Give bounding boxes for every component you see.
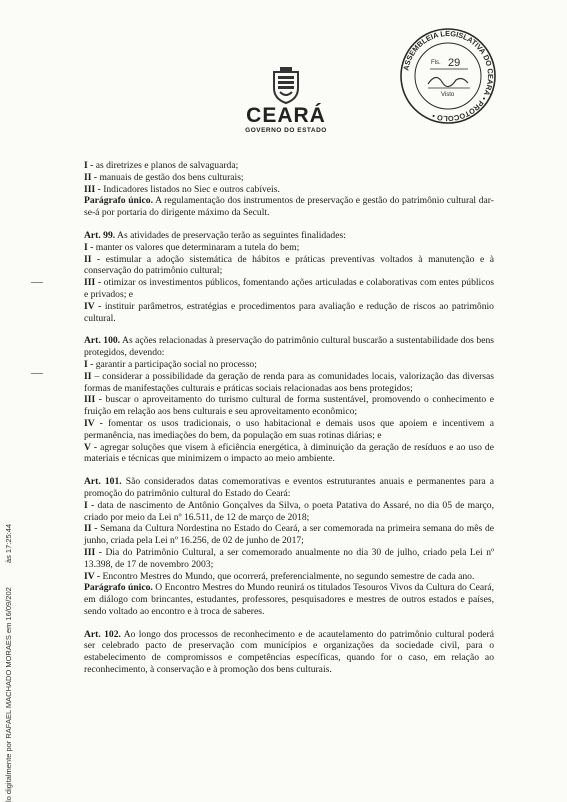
document-paragraph [84, 547, 494, 571]
paragraph-text: garantir a participação social no processo; [93, 358, 257, 370]
paragraph-text: Semana da Cultura Nordestina no Estado do Ceará, a ser comemorada na primeira semana do mês de junho, criada pela Lei nº 16.256, de 02 de junho de 2017; [84, 523, 494, 547]
paragraph-label: II [84, 370, 92, 382]
paragraph-label: I - [84, 358, 94, 370]
brand-subtitle: GOVERNO DO ESTADO [245, 127, 327, 134]
paragraph-text: data de nascimento de Antônio Gonçalves da Silva, o poeta Patativa do Assaré, no dia 05 de março, criado por meio da Lei nº 16.511, de 12 de março de 2018; [84, 499, 495, 523]
document-paragraph [84, 254, 494, 278]
paragraph-text: manuais de gestão dos bens culturais; [97, 171, 244, 183]
paragraph-label: Parágrafo único. [84, 195, 153, 207]
paragraph-text: Encontro Mestres do Mundo, que ocorrerá, preferencialmente, no segundo semestre de cada ano. [100, 570, 475, 582]
document-paragraph [84, 160, 494, 172]
paragraph-label: II - [84, 523, 98, 535]
document-paragraph [84, 184, 494, 196]
document-paragraph [84, 172, 494, 184]
stamp-ring-text: ASSEMBLEIA LEGISLATIVA DO CEARÁ • PROTOCOLO • [401, 28, 496, 124]
paragraph-label: I - [84, 241, 94, 253]
paragraph-text: – considerar a possibilidade da geração de renda para as comunidades locais, valorização das diversas formas de manifestações culturais e práticas sociais relacionadas aos bens protegidos; [84, 370, 494, 394]
paragraph-label: Art. 102. [84, 628, 121, 640]
paragraph-label: IV - [84, 570, 101, 582]
signature-scribble [428, 77, 468, 86]
paragraph-label: III - [84, 394, 102, 406]
document-body [84, 160, 494, 676]
paragraph-label: I - [84, 160, 94, 171]
document-paragraph [84, 629, 494, 676]
paragraph-label: IV - [84, 300, 102, 312]
document-paragraph [84, 476, 494, 500]
document-paragraph [84, 582, 494, 617]
protocol-stamp [398, 26, 498, 126]
document-paragraph [84, 242, 494, 254]
paragraph-label: II - [84, 171, 98, 183]
document-paragraph [84, 394, 494, 418]
paragraph-text: as diretrizes e planos de salvaguarda; [93, 160, 239, 171]
signature-note-text: lo digitalmente por RAFAEL MACHADO MORAES em 16/09/202 [4, 587, 13, 802]
paragraph-label: III - [84, 183, 101, 195]
paragraph-label: Art. 99. [84, 229, 116, 241]
stamp-visto: Visto [441, 92, 455, 98]
document-paragraph [84, 195, 494, 219]
paragraph-label: Art. 100. [84, 335, 121, 347]
document-paragraph [84, 335, 494, 359]
paragraph-text: fomentar os usos tradicionais, o uso habitacional e demais usos que apoiem e incentivem a permanência, nas imediações do bem, da população em suas rotinas diárias; e [84, 417, 494, 441]
document-paragraph [84, 301, 494, 325]
paragraph-text: otimizar os investimentos públicos, fomentando ações articuladas e colaborativas com entes públicos e privados; e [84, 277, 495, 300]
margin-mark [31, 373, 43, 374]
paragraph-text: instituir parâmetros, estratégias e procedimentos para avaliação e redução de riscos ao patrimônio cultural. [84, 300, 494, 324]
paragraph-label: IV - [84, 417, 103, 429]
paragraph-text: manter os valores que determinaram a tutela do bem; [93, 241, 300, 253]
paragraph-text: buscar o aproveitamento do turismo cultural de forma sustentável, promovendo o conhecimento e fruição em relação aos bens culturais e seu aproveitamento econômico; [84, 394, 494, 418]
paragraph-text: A regulamentação dos instrumentos de preservação e gestão do patrimônio cultural dar-se-á por portaria do dirigente máximo da Secult. [84, 195, 494, 219]
document-paragraph [84, 523, 494, 547]
paragraph-label: I - [84, 499, 95, 511]
document-paragraph [84, 442, 494, 466]
paragraph-text: O Encontro Mestres do Mundo reunirá os titulados Tesouros Vivos da Cultura do Ceará, em diálogo com brincantes, estudantes, professores, pesquisadores e mestres de outros estados e países, sendo voltado ao encontro e à troca de saberes. [84, 582, 494, 617]
document-paragraph [84, 277, 494, 301]
paragraph-text: Ao longo dos processos de reconhecimento e de acautelamento do patrimônio cultural poderá ser celebrado pacto de preservação com municípios e organizações da sociedade civil, para o estabelecimento de compromissos e competências específicas, quando for o caso, em relação ao reconhecimento, à conservação e à promoção dos bens culturais. [84, 628, 495, 676]
paragraph-text: Dia do Patrimônio Cultural, a ser comemorado anualmente no dia 30 de julho, criado pela Lei nº 13.398, de 17 de novembro 2003; [84, 546, 495, 570]
paragraph-text: agregar soluções que visem à eficiência energética, à diminuição da geração de resíduos e ao uso de materiais e técnicas que minimizem o impacto ao meio ambiente. [84, 441, 494, 465]
margin-mark [31, 282, 43, 283]
document-paragraph [84, 418, 494, 442]
digital-signature-note [4, 372, 13, 802]
ceara-logo [238, 66, 334, 135]
state-crest-icon [271, 66, 301, 104]
paragraph-label: III - [84, 277, 102, 289]
stamp-folio-label: Fls. [431, 60, 441, 66]
paragraph-label: Art. 101. [84, 476, 122, 488]
paragraph-label: Parágrafo único. [84, 582, 153, 594]
signature-note-time: às 17:25:44 [4, 523, 13, 564]
document-paragraph [84, 571, 494, 583]
document-paragraph [84, 359, 494, 371]
paragraph-label: V - [84, 441, 98, 453]
paragraph-text: As atividades de preservação terão as seguintes finalidades: [115, 229, 346, 241]
paragraph-text: São considerados datas comemorativas e eventos estruturantes anuais e permanentes para a promoção do patrimônio cultural do Estado do Ceará: [84, 476, 494, 499]
document-paragraph [84, 500, 494, 524]
stamp-folio-number: 29 [448, 57, 461, 69]
document-paragraph [84, 230, 494, 242]
document-paragraph [84, 371, 494, 395]
paragraph-label: III - [84, 546, 102, 558]
paragraph-text: Indicadores listados no Siec e outros cabíveis. [100, 183, 280, 195]
paragraph-label: II - [84, 253, 101, 265]
paragraph-text: estimular a adoção sistemática de hábitos e práticas preventivas voltados à manutenção e à conservação do patrimônio cultural; [84, 253, 494, 277]
brand-name: CEARÁ [246, 104, 326, 127]
paragraph-text: As ações relacionadas à preservação do patrimônio cultural buscarão a sustentabilidade dos bens protegidos, devendo: [84, 335, 494, 359]
